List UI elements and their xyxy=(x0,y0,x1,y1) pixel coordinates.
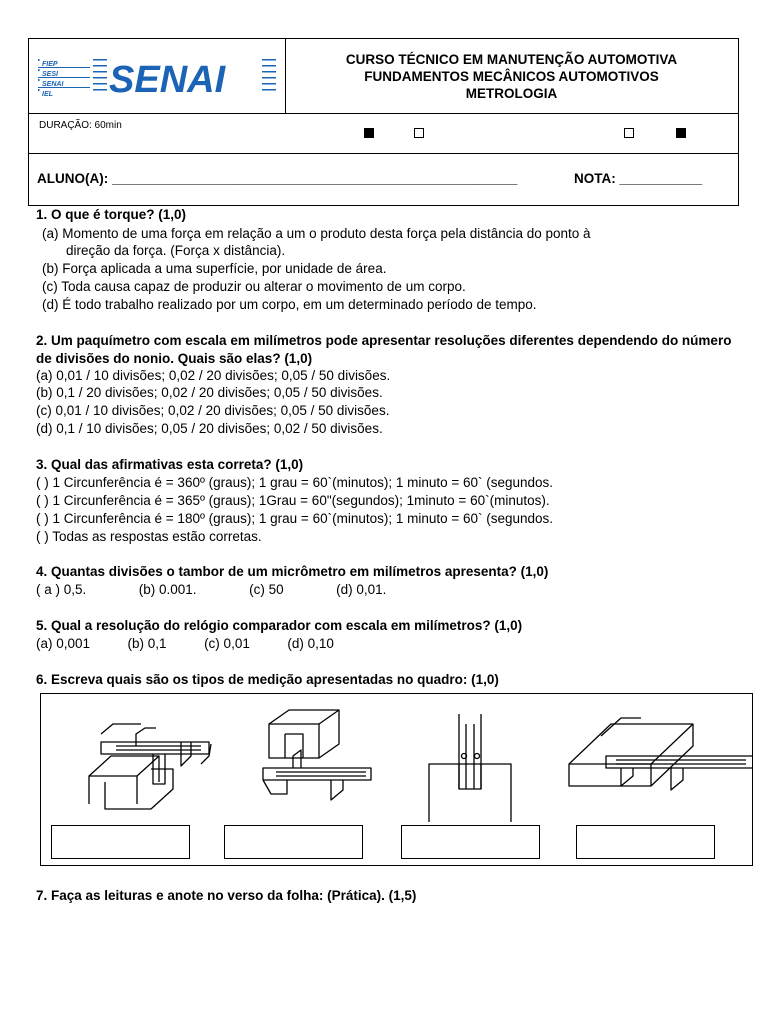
caliper-step-icon xyxy=(569,718,752,790)
q2-option-c[interactable]: (c) 0,01 / 10 divisões; 0,02 / 20 divisões; 0,05 / 50 divisões. xyxy=(36,403,390,418)
header-table xyxy=(28,38,739,114)
course-line-2: FUNDAMENTOS MECÂNICOS AUTOMOTIVOS xyxy=(364,68,659,84)
q3-option-2[interactable]: ( ) 1 Circunferência é = 365º (graus); 1Grau = 60"(segundos); 1minuto = 60`(minutos). xyxy=(36,493,550,508)
caliper-depth-icon xyxy=(429,714,511,822)
q1-option-a-cont: direção da força. (Força x distância). xyxy=(66,243,286,258)
logo-iel: IEL xyxy=(42,91,53,98)
duration-row xyxy=(28,114,739,154)
logo-fiep: FIEP xyxy=(42,61,58,68)
q5-options[interactable]: (a) 0,001 (b) 0,1 (c) 0,01 (d) 0,10 xyxy=(36,636,334,651)
course-line-3: METROLOGIA xyxy=(465,85,558,101)
caliper-internal-icon xyxy=(263,710,371,800)
answer-box-3[interactable] xyxy=(401,825,540,859)
course-title xyxy=(285,39,738,113)
question-7-title: 7. Faça as leituras e anote no verso da folha: (Prática). (1,5) xyxy=(36,888,417,903)
q2-option-b[interactable]: (b) 0,1 / 20 divisões; 0,02 / 20 divisões; 0,05 / 50 divisões. xyxy=(36,385,383,400)
q2-option-a[interactable]: (a) 0,01 / 10 divisões; 0,02 / 20 divisões; 0,05 / 50 divisões. xyxy=(36,368,391,383)
q1-option-a[interactable]: (a) Momento de uma força em relação a um o produto desta força pela distância do ponto à xyxy=(42,226,591,241)
filled-square-icon xyxy=(364,128,374,138)
measurement-figures xyxy=(40,693,753,866)
q3-option-3[interactable]: ( ) 1 Circunferência é = 180º (graus); 1 grau = 60`(minutos); 1 minuto = 60` (segundos. xyxy=(36,511,554,526)
question-3-title: 3. Qual das afirmativas esta correta? (1,0) xyxy=(36,457,304,472)
question-1-title: 1. O que é torque? (1,0) xyxy=(36,207,187,222)
caliper-external-icon xyxy=(89,724,211,809)
answer-box-1[interactable] xyxy=(51,825,190,859)
duration-label: DURAÇÃO: 60min xyxy=(39,120,122,131)
question-6-title: 6. Escreva quais são os tipos de medição apresentadas no quadro: (1,0) xyxy=(36,672,499,687)
logo-cell xyxy=(29,39,286,113)
filled-square-icon-2 xyxy=(676,128,686,138)
q1-option-d[interactable]: (d) É todo trabalho realizado por um corpo, em um determinado período de tempo. xyxy=(42,297,537,312)
logo-sesi: SESI xyxy=(42,71,58,78)
nota-field[interactable]: NOTA: ___________ xyxy=(574,171,703,186)
q4-options[interactable]: ( a ) 0,5. (b) 0.001. (c) 50 (d) 0,01. xyxy=(36,582,387,597)
answer-box-2[interactable] xyxy=(224,825,363,859)
checkbox-1[interactable] xyxy=(414,128,424,138)
checkbox-2[interactable] xyxy=(624,128,634,138)
aluno-field[interactable]: ALUNO(A): ______________________________________________________ xyxy=(37,171,518,186)
answer-box-4[interactable] xyxy=(576,825,715,859)
logo-senai-small: SENAI xyxy=(42,81,64,88)
question-4-title: 4. Quantas divisões o tambor de um micrômetro em milímetros apresenta? (1,0) xyxy=(36,564,549,579)
q3-option-4[interactable]: ( ) Todas as respostas estão corretas. xyxy=(36,529,262,544)
question-5-title: 5. Qual a resolução do relógio comparador com escala em milímetros? (1,0) xyxy=(36,618,523,633)
q2-option-d[interactable]: (d) 0,1 / 10 divisões; 0,05 / 20 divisões; 0,02 / 50 divisões. xyxy=(36,421,383,436)
question-2-title: 2. Um paquímetro com escala em milímetros pode apresentar resoluções diferentes dependendo do número de divisões do nonio. Quais são elas? (1,0) xyxy=(36,333,732,366)
student-row xyxy=(28,154,739,206)
senai-logo xyxy=(29,39,285,113)
logo-senai-main: SENAI xyxy=(109,59,226,101)
q3-option-1[interactable]: ( ) 1 Circunferência é = 360º (graus); 1 grau = 60`(minutos); 1 minuto = 60` (segundos. xyxy=(36,475,554,490)
q1-option-c[interactable]: (c) Toda causa capaz de produzir ou alterar o movimento de um corpo. xyxy=(42,279,466,294)
course-line-1: CURSO TÉCNICO EM MANUTENÇÃO AUTOMOTIVA xyxy=(345,51,678,67)
q1-option-b[interactable]: (b) Força aplicada a uma superfície, por unidade de área. xyxy=(42,261,387,276)
